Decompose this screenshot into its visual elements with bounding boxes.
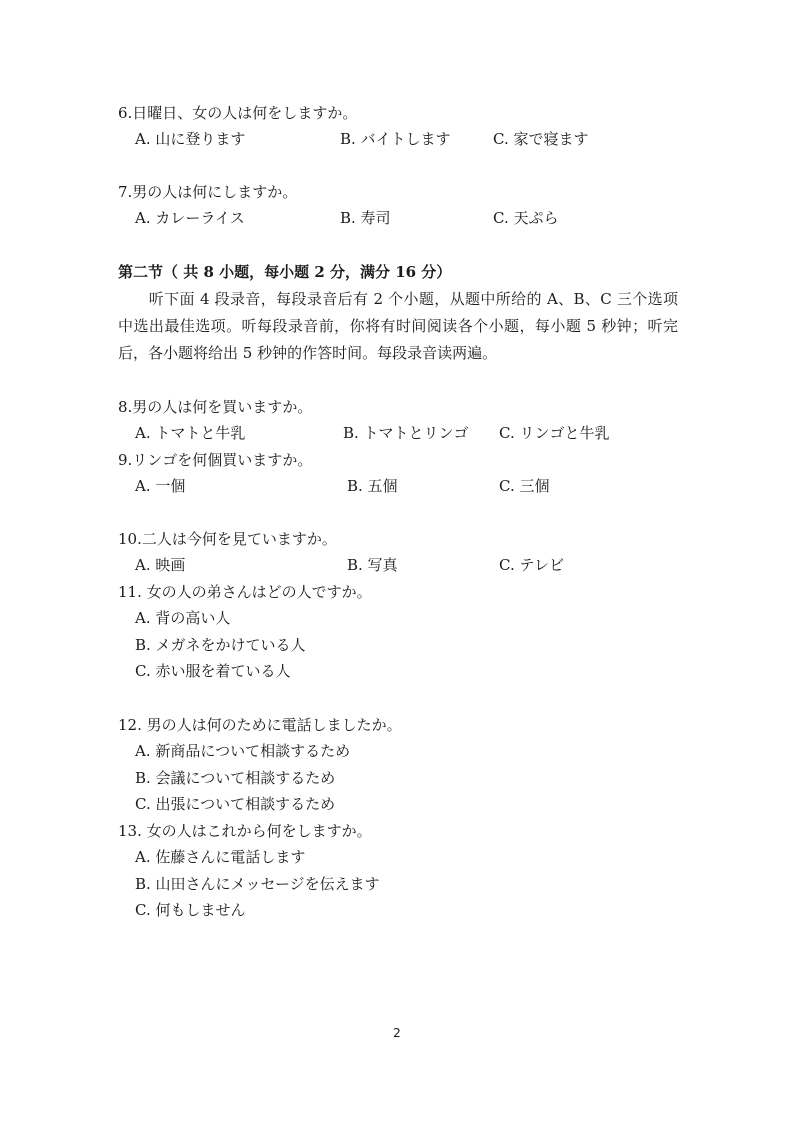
q8-option-a: A. トマトと牛乳	[135, 424, 246, 442]
q10-option-b: B. 写真	[347, 556, 398, 574]
q13-option-b: B. 山田さんにメッセージを伝えます	[135, 875, 380, 893]
q6-option-a: A. 山に登ります	[135, 130, 246, 148]
question-11: 11. 女の人の弟さんはどの人ですか。	[118, 583, 372, 601]
question-9: 9.リンゴを何個買いますか。	[118, 451, 313, 469]
question-10: 10.二人は今何を見ていますか。	[118, 530, 337, 548]
question-6: 6.日曜日、女の人は何をしますか。	[118, 104, 358, 122]
q9-option-b: B. 五個	[347, 477, 398, 495]
question-13: 13. 女の人はこれから何をしますか。	[118, 822, 372, 840]
q11-option-a: A. 背の高い人	[135, 609, 231, 627]
q10-option-a: A. 映画	[135, 556, 186, 574]
q6-option-c: C. 家で寝ます	[493, 130, 589, 148]
q9-option-a: A. 一個	[135, 477, 186, 495]
q7-option-c: C. 天ぷら	[493, 209, 559, 227]
section-2-instructions: 听下面 4 段录音，每段录音后有 2 个小题，从题中所给的 A、B、C 三个选项中选出最佳选项。听每段录音前，你将有时间阅读各个小题，每小题 5 秒钟；听完后，各小题将给出 5 秒钟的作答时间。每段录音读两遍。	[118, 290, 678, 362]
q9-option-c: C. 三個	[499, 477, 550, 495]
q7-option-a: A. カレーライス	[135, 209, 245, 227]
q12-option-b: B. 会議について相談するため	[135, 769, 336, 787]
q6-option-b: B. バイトします	[340, 130, 451, 148]
q10-option-c: C. テレビ	[499, 556, 565, 574]
page-number: 2	[393, 1026, 401, 1040]
question-7: 7.男の人は何にしますか。	[118, 183, 298, 201]
question-8: 8.男の人は何を買いますか。	[118, 398, 313, 416]
section-2-heading: 第二节（ 共 8 小题，每小题 2 分，满分 16 分）	[118, 263, 452, 281]
question-12: 12. 男の人は何のために電話しましたか。	[118, 716, 402, 734]
q12-option-a: A. 新商品について相談するため	[135, 742, 351, 760]
q7-option-b: B. 寿司	[340, 209, 391, 227]
q11-option-c: C. 赤い服を着ている人	[135, 662, 291, 680]
q8-option-b: B. トマトとリンゴ	[343, 424, 469, 442]
q8-option-c: C. リンゴと牛乳	[499, 424, 610, 442]
q12-option-c: C. 出張について相談するため	[135, 795, 336, 813]
q13-option-a: A. 佐藤さんに電話します	[135, 848, 306, 866]
q11-option-b: B. メガネをかけている人	[135, 636, 306, 654]
q13-option-c: C. 何もしません	[135, 901, 246, 919]
